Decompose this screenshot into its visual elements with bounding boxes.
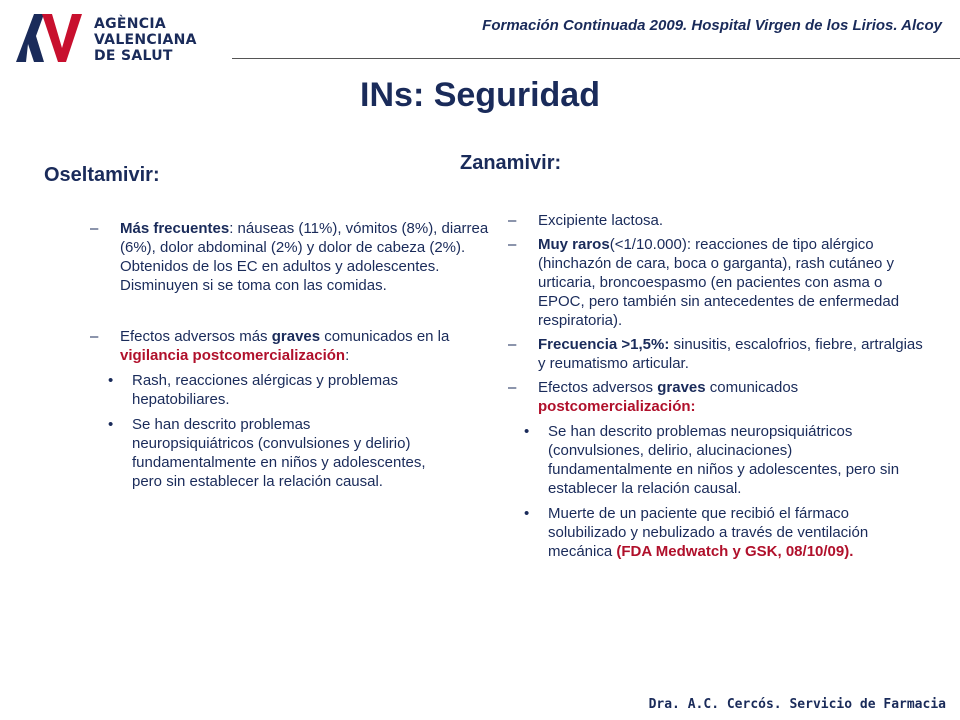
oseltamivir-heading: Oseltamivir: (44, 164, 160, 186)
list-item: – Excipiente lactosa. (508, 212, 664, 229)
logo-line-2: VALENCIANA (94, 32, 197, 48)
slide-title: INs: Seguridad (360, 76, 600, 114)
header-title: Formación Continuada 2009. Hospital Virgen de los Lirios. Alcoy (482, 17, 942, 34)
zanamivir-column (460, 152, 940, 561)
oseltamivir-list (44, 219, 489, 491)
agencia-valenciana-logo (14, 8, 204, 66)
list-item: • Se han descrito problemas neuropsiquiátricos (convulsiones y delirio) fundamentalmente en niños y adolescentes, pero sin establecer la relación causal. (108, 416, 426, 490)
zanamivir-heading: Zanamivir: (460, 152, 562, 174)
zanamivir-sublist (524, 422, 933, 561)
dash-bullet: – (508, 379, 517, 396)
dash-bullet: – (508, 336, 517, 353)
footer-author: Dra. A.C. Cercós. Servicio de Farmacia (648, 697, 946, 712)
bullet-dot: • (524, 423, 530, 440)
list-item: • Se han descrito problemas neuropsiquiátricos (convulsiones, delirio, alucinaciones) fundamentalmente en niños y adolescentes, pero sin establecer la relación causal. (524, 423, 900, 497)
dash-bullet: – (90, 328, 99, 345)
list-item: – Efectos adversos graves comunicados postcomercialización: • Se han descrito problemas neuropsiquiátricos (convulsiones, delirio, alucinaciones) fundamentalmente en niños y adolescentes, pero sin establecer la relación causal. • Muerte de un paciente que recibió el fármaco solubilizado y nebulizado a través de ventilación mecánica (FDA Medwatch y GSK, 08/10/09). (508, 378, 933, 561)
av-logo-icon (14, 8, 84, 66)
logo-line-1: AGÈNCIA (94, 16, 167, 32)
bullet-dot: • (524, 505, 530, 522)
oseltamivir-column (44, 164, 489, 491)
list-item: – Frecuencia >1,5%: sinusitis, escalofrios, fiebre, artralgias y reumatismo articular. (508, 336, 923, 372)
list-item: – Muy raros(<1/10.000): reacciones de tipo alérgico (hinchazón de cara, boca o garganta), rash cutáneo y urticaria, broncoespasmo (en pacientes con asma o EPOC, pero también sin antecedentes de enfermedad respiratoria). (508, 236, 900, 329)
oseltamivir-sublist (108, 371, 495, 491)
logo-line-3: DE SALUT (94, 48, 173, 64)
logo-text (94, 16, 197, 64)
dash-bullet: – (508, 212, 517, 229)
dash-bullet: – (90, 220, 99, 237)
list-item: • Rash, reacciones alérgicas y problemas hepatobiliares. (108, 372, 398, 408)
list-item: – Efectos adversos más graves comunicados en la vigilancia postcomercialización: • Rash, reacciones alérgicas y problemas hepatobiliares. • Se han descrito problemas neuropsiquiátricos (convulsiones y delirio) fundamentalmente en niños y adolescentes, pero sin establecer la relación causal. (90, 327, 495, 491)
zanamivir-list (460, 211, 940, 561)
list-item: – Más frecuentes: náuseas (11%), vómitos (8%), diarrea (6%), dolor abdominal (2%) y dolor de cabeza (2%). Obtenidos de los EC en adultos y adolescentes. Disminuyen si se toma con las comidas. (90, 220, 489, 294)
list-item: • Muerte de un paciente que recibió el fármaco solubilizado y nebulizado a través de ventilación mecánica (FDA Medwatch y GSK, 08/10/09). (524, 505, 869, 560)
dash-bullet: – (508, 236, 517, 253)
bullet-dot: • (108, 372, 114, 389)
bullet-dot: • (108, 416, 114, 433)
header-divider (232, 58, 960, 59)
